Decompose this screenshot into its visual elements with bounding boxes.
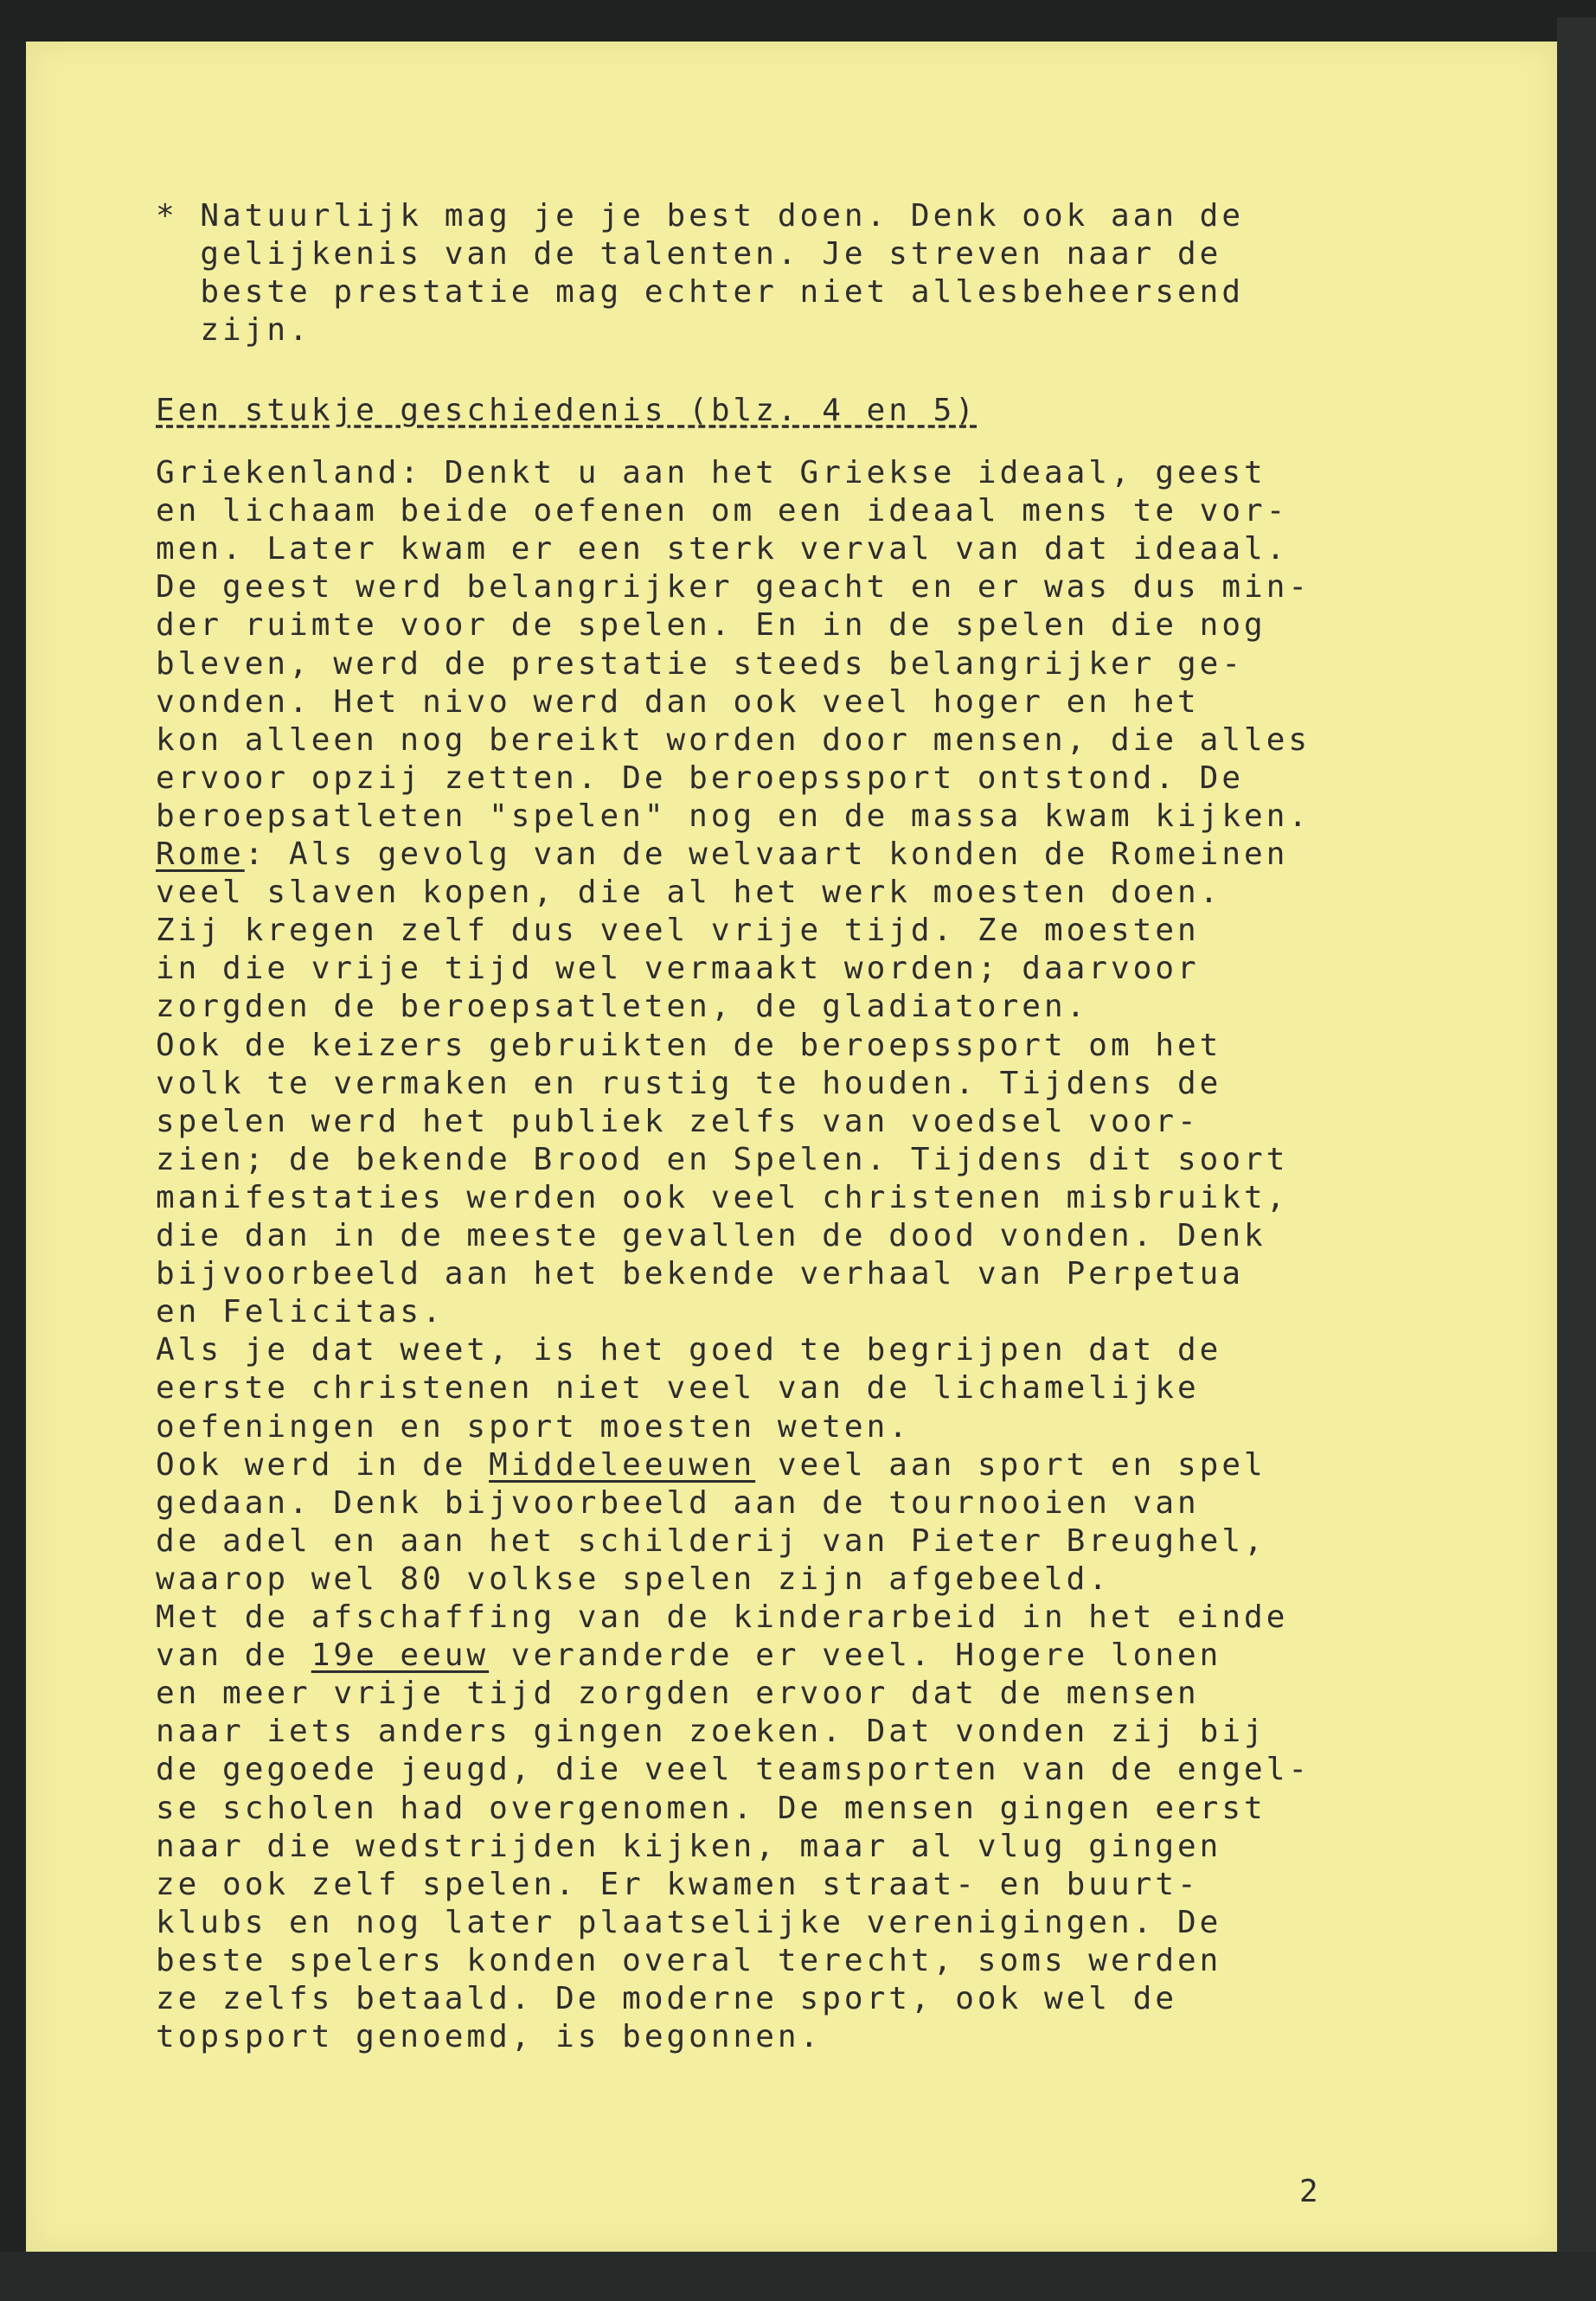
body-line <box>156 1255 1244 1293</box>
body-line-text: Zij kregen zelf dus veel vrije tijd. Ze moesten <box>156 913 1200 949</box>
body-line-text: manifestaties werden ook veel christenen misbruikt, <box>156 1179 1289 1215</box>
body-line <box>156 645 1244 683</box>
body-line-text: gedaan. Denk bijvoorbeeld aan de tournooien van <box>156 1484 1200 1521</box>
body-line <box>156 1408 911 1446</box>
body-line <box>156 912 1200 950</box>
body-line <box>156 568 1311 606</box>
underlined-term: Rome <box>156 836 245 872</box>
body-line <box>156 606 1266 644</box>
body-line-text: veel slaven kopen, die al het werk moesten doen. <box>156 875 1222 911</box>
body-line-text: veranderde er veel. Hogere lonen <box>489 1638 1222 1674</box>
intro-line: gelijkenis van de talenten. Je streven naar de <box>156 236 1222 272</box>
body-line-text: bleven, werd de prestatie steeds belangrijker ge- <box>156 645 1245 682</box>
body-line <box>156 454 1266 492</box>
body-line <box>156 950 1200 988</box>
body-line-text: in die vrije tijd wel vermaakt worden; daarvoor <box>156 951 1200 987</box>
body-line <box>156 683 1200 721</box>
underlined-term: Middeleeuwen <box>489 1446 756 1483</box>
body-line-text: zien; de bekende Brood en Spelen. Tijdens dit soort <box>156 1141 1289 1177</box>
body-line-text: De geest werd belangrijker geacht en er was dus min- <box>156 569 1311 606</box>
body-line <box>156 1599 1288 1637</box>
body-line-text: se scholen had overgenomen. De mensen gingen eerst <box>156 1790 1266 1826</box>
body-line <box>156 1369 1200 1407</box>
body-line-text: Griekenland: Denkt u aan het Griekse ideaal, geest <box>156 455 1266 490</box>
body-line <box>156 1713 1266 1751</box>
body-line-text: Ook de keizers gebruikten de beroepssport om het <box>156 1027 1222 1063</box>
body-line-text: topsport genoemd, is begonnen. <box>156 2019 823 2055</box>
body-line <box>156 1217 1266 1255</box>
body-line-text: de gegoede jeugd, die veel teamsporten van de engel- <box>156 1752 1311 1788</box>
body-line <box>156 1179 1288 1217</box>
intro-line: zijn. <box>156 312 311 348</box>
body-line <box>156 798 1311 836</box>
body-line-text: van de <box>156 1638 311 1674</box>
body-line <box>156 1446 1266 1484</box>
body-line <box>156 1522 1266 1561</box>
body-line-text: naar die wedstrijden kijken, maar al vlug gingen <box>156 1828 1222 1864</box>
body-line <box>156 836 1288 874</box>
body-line-text: klubs en nog later plaatselijke verenigingen. De <box>156 1904 1222 1940</box>
document-page <box>26 42 1557 2252</box>
body-line <box>156 1484 1200 1522</box>
body-line <box>156 492 1288 530</box>
body-line-text: Ook werd in de <box>156 1446 490 1483</box>
body-line-text: Als je dat weet, is het goed te begrijpen dat de <box>156 1332 1222 1368</box>
underlined-term: 19e eeuw <box>311 1638 490 1674</box>
body-line-text: die dan in de meeste gevallen de dood vonden. Denk <box>156 1218 1266 1253</box>
body-line <box>156 1675 1200 1713</box>
section-heading: Een stukje geschiedenis (blz. 4 en 5) <box>156 393 977 428</box>
body-line <box>156 721 1311 760</box>
scan-border-right <box>1557 17 1596 2301</box>
body-line-text: en meer vrije tijd zorgden ervoor dat de mensen <box>156 1676 1200 1712</box>
body-line-text: de adel en aan het schilderij van Pieter Breughel, <box>156 1522 1266 1559</box>
body-line <box>156 1980 1177 2018</box>
intro-line: * Natuurlijk mag je je best doen. Denk ook aan de <box>156 198 1245 234</box>
body-line <box>156 988 1088 1026</box>
body-line-text: oefeningen en sport moesten weten. <box>156 1408 911 1445</box>
body-line <box>156 1561 1111 1599</box>
body-line <box>156 1103 1200 1141</box>
body-line <box>156 1027 1221 1065</box>
body-line <box>156 1866 1200 1904</box>
body-line <box>156 1293 445 1331</box>
body-line <box>156 1828 1221 1866</box>
body-line-text: der ruimte voor de spelen. En in de spelen die nog <box>156 607 1266 644</box>
body-line <box>156 1751 1311 1789</box>
intro-line: beste prestatie mag echter niet allesbeheersend <box>156 274 1245 310</box>
body-line <box>156 760 1244 798</box>
body-line <box>156 1637 1221 1675</box>
body-line-text: en Felicitas. <box>156 1294 445 1330</box>
body-line-text: bijvoorbeeld aan het bekende verhaal van Perpetua <box>156 1256 1245 1292</box>
body-line-text: vonden. Het nivo werd dan ook veel hoger en het <box>156 683 1200 720</box>
body-line <box>156 2018 822 2056</box>
body-line-text: veel aan sport en spel <box>755 1446 1266 1483</box>
scan-border-bottom <box>0 2252 1596 2301</box>
body-line <box>156 1904 1221 1942</box>
body-line <box>156 1065 1221 1103</box>
body-line-text: waarop wel 80 volkse spelen zijn afgebeeld. <box>156 1561 1111 1597</box>
body-line-text: kon alleen nog bereikt worden door mensen, die alles <box>156 721 1311 758</box>
body-line-text: naar iets anders gingen zoeken. Dat vonden zij bij <box>156 1714 1266 1750</box>
body-line <box>156 874 1221 912</box>
body-line <box>156 1942 1221 1980</box>
body-line-text: ze zelfs betaald. De moderne sport, ook wel de <box>156 1981 1177 2016</box>
body-line-text: : Als gevolg van de welvaart konden de Romeinen <box>244 836 1289 872</box>
body-line <box>156 1141 1288 1179</box>
body-line <box>156 530 1288 568</box>
body-line-text: ze ook zelf spelen. Er kwamen straat- en buurt- <box>156 1866 1200 1902</box>
body-line-text: spelen werd het publiek zelfs van voedsel voor- <box>156 1103 1200 1139</box>
body-line-text: men. Later kwam er een sterk verval van dat ideaal. <box>156 531 1289 567</box>
body-line <box>156 1331 1221 1369</box>
body-line-text: eerste christenen niet veel van de lichamelijke <box>156 1370 1200 1407</box>
body-line-text: en lichaam beide oefenen om een ideaal mens te vor- <box>156 493 1289 529</box>
body-line-text: beroepsatleten "spelen" nog en de massa kwam kijken. <box>156 798 1311 834</box>
body-line-text: beste spelers konden overal terecht, soms werden <box>156 1942 1222 1978</box>
body-line-text: ervoor opzij zetten. De beroepssport ontstond. De <box>156 760 1245 796</box>
body-line-text: zorgden de beroepsatleten, de gladiatoren. <box>156 989 1089 1025</box>
body-line-text: volk te vermaken en rustig te houden. Tijdens de <box>156 1065 1222 1101</box>
scan-border-top <box>0 0 1596 42</box>
page-number: 2 <box>1299 2174 1318 2209</box>
body-line <box>156 1790 1266 1828</box>
body-line-text: Met de afschaffing van de kinderarbeid in het einde <box>156 1599 1289 1635</box>
